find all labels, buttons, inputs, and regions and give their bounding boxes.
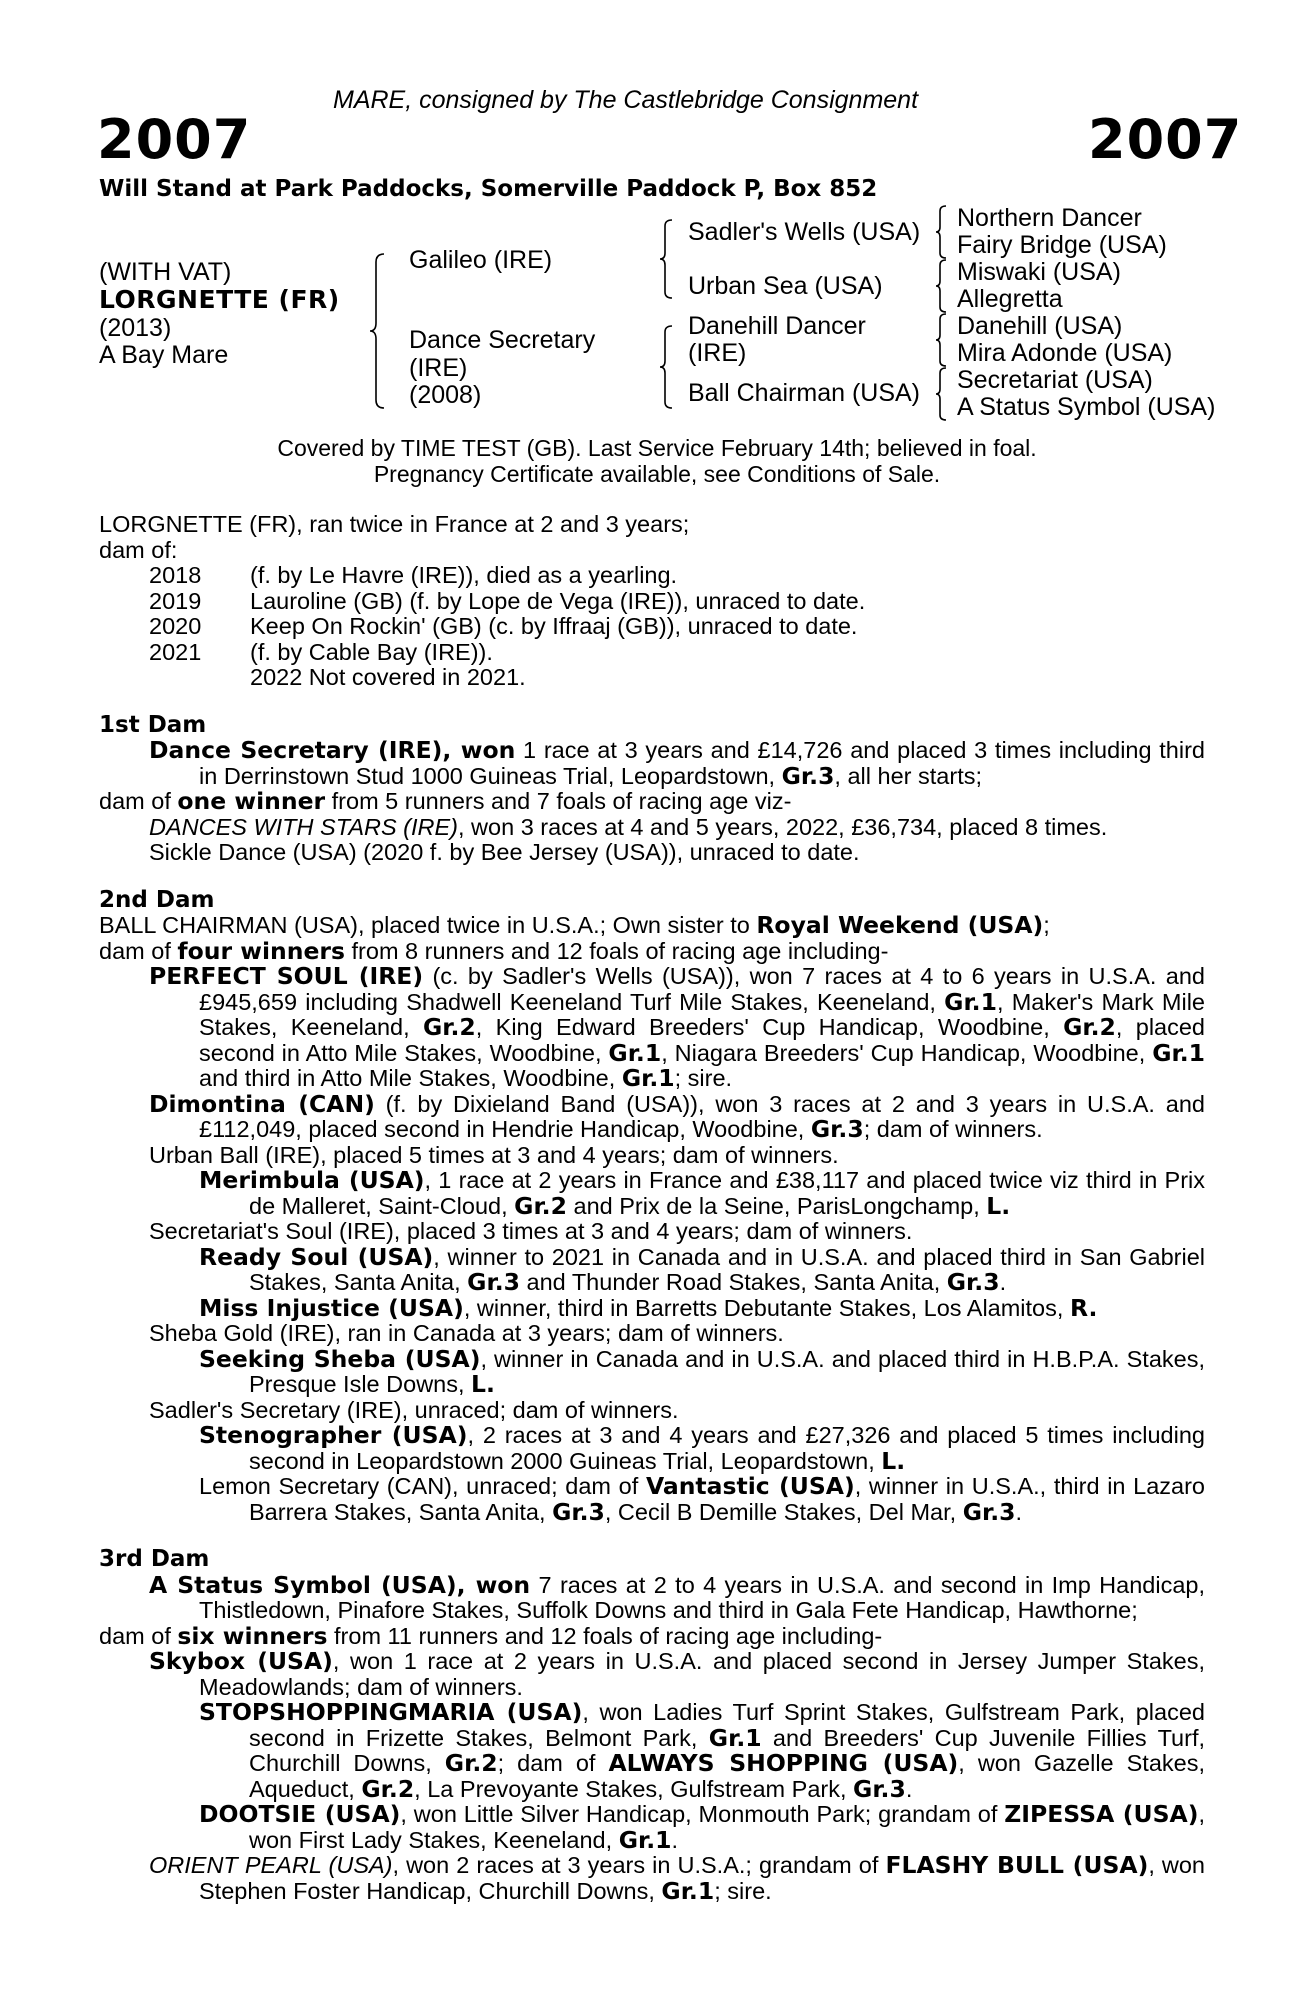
merimbula-entry: Merimbula (USA), 1 race at 2 years in France and £38,117 and placed twice viz third in Prix de Malleret, Saint-Cloud, Gr.2 and Prix de la Seine, ParisLongchamp, L. [199, 1166, 1205, 1220]
skybox-entry: Skybox (USA), won 1 race at 2 years in U.S.A. and placed second in Jersey Jumper Stakes, Meadowlands; dam of winners. [149, 1647, 1205, 1700]
dam-year: (2008) [409, 381, 482, 409]
produce-row [99, 640, 1205, 666]
horse-description: A Bay Mare [99, 341, 229, 369]
second-dam-heading: 2nd Dam [99, 886, 215, 913]
first-dam-dam-of: dam of one winner from 5 runners and 7 foals of racing age viz- [99, 787, 792, 815]
produce-year: 2020 [149, 613, 202, 639]
seeking-sheba-entry: Seeking Sheba (USA), winner in Canada and in U.S.A. and placed third in H.B.P.A. Stakes, Presque Isle Downs, L. [199, 1344, 1205, 1398]
pedigree-brace [368, 252, 390, 410]
sire-name: Galileo (IRE) [409, 246, 553, 274]
stand-location: Will Stand at Park Paddocks, Somerville Paddock P, Box 852 [99, 176, 878, 202]
third-dam-record: A Status Symbol (USA), won 7 races at 2 to 4 years in U.S.A. and second in Imp Handicap, Thistledown, Pinafore Stakes, Suffolk Downs and third in Gala Fete Handicap, Hawthorne; [149, 1570, 1206, 1623]
miss-injustice-entry: Miss Injustice (USA), winner, third in Barretts Debutante Stakes, Los Alamitos, R. [199, 1293, 1098, 1322]
secretariats-soul-entry: Secretariat's Soul (IRE), placed 3 times at 3 and 4 years; dam of winners. [149, 1218, 913, 1244]
horse-name: LORGNETTE (FR) [99, 285, 340, 314]
brace-dd [934, 366, 950, 422]
sire-dam: Urban Sea (USA) [688, 272, 883, 300]
third-dam-dam-of: dam of six winners from 11 runners and 12 foals of racing age including- [99, 1621, 883, 1650]
produce-text: (f. by Le Havre (IRE)), died as a yearling. [250, 562, 678, 588]
cover-note-line1: Covered by TIME TEST (GB). Last Service February 14th; believed in foal. [277, 435, 1037, 461]
dam-dam-dam: A Status Symbol (USA) [957, 393, 1216, 421]
sire-sire-sire: Northern Dancer [957, 204, 1142, 232]
produce-year: 2019 [149, 587, 202, 614]
first-dam-produce: Sickle Dance (USA) (2020 f. by Bee Jersey (USA)), unraced to date. [149, 839, 860, 865]
produce-text: Lauroline (GB) (f. by Lope de Vega (IRE)), unraced to date. [250, 587, 866, 614]
sire-sire-dam: Fairy Bridge (USA) [957, 231, 1167, 259]
produce-year: 2021 [149, 638, 202, 665]
orient-pearl-entry: ORIENT PEARL (USA), won 2 races at 3 years in U.S.A.; grandam of FLASHY BULL (USA), won Stephen Foster Handicap, Churchill Downs, Gr.1; sire. [149, 1851, 1206, 1905]
produce-text: Keep On Rockin' (GB) (c. by Iffraaj (GB)), unraced to date. [250, 613, 858, 639]
dam-brace [658, 324, 676, 410]
dam-of-label: dam of: [99, 536, 178, 563]
ready-soul-entry: Ready Soul (USA), winner to 2021 in Canada and in U.S.A. and placed third in San Gabriel Stakes, Santa Anita, Gr.3 and Thunder Road Stakes, Santa Anita, Gr.3. [199, 1242, 1205, 1296]
brace-ss [934, 204, 950, 260]
dimontina-entry: Dimontina (CAN) (f. by Dixieland Band (USA)), won 3 races at 2 and 3 years in U.S.A. and £112,049, placed second in Hendrie Handicap, Woodbine, Gr.3; dam of winners. [149, 1089, 1205, 1143]
first-dam-produce: DANCES WITH STARS (IRE), won 3 races at 4 and 5 years, 2022, £36,734, placed 8 times. [149, 813, 1108, 840]
sadlers-secretary-entry: Sadler's Secretary (IRE), unraced; dam of winners. [149, 1396, 679, 1423]
dam-sire-dam: Mira Adonde (USA) [957, 339, 1173, 367]
catalogue-body [99, 512, 1205, 1904]
second-dam-intro: BALL CHAIRMAN (USA), placed twice in U.S.A.; Own sister to Royal Weekend (USA); [99, 911, 1050, 939]
race-record [99, 512, 1205, 691]
produce-text: (f. by Cable Bay (IRE)). [250, 638, 493, 665]
sheba-gold-entry: Sheba Gold (IRE), ran in Canada at 3 years; dam of winners. [149, 1320, 784, 1346]
produce-row [99, 563, 1205, 589]
vat-label: (WITH VAT) [99, 258, 232, 286]
produce-row [99, 589, 1205, 615]
sire-dam-dam: Allegretta [957, 285, 1063, 313]
first-dam-record: Dance Secretary (IRE), won 1 race at 3 years and £14,726 and placed 3 times including third in Derrinstown Stud 1000 Guineas Trial, Leopardstown, Gr.3, all her starts; [149, 736, 1205, 790]
dam-sire-line2: (IRE) [688, 339, 747, 367]
horse-year: (2013) [99, 314, 172, 342]
brace-ds [934, 312, 950, 368]
cover-note-line2: Pregnancy Certificate available, see Conditions of Sale. [373, 461, 941, 487]
stopshoppingmaria-entry: STOPSHOPPINGMARIA (USA), won Ladies Turf Sprint Stakes, Gulfstream Park, placed second in Frizette Stakes, Belmont Park, Gr.1 and Breeders' Cup Juvenile Fillies Turf, Churchill Downs, Gr.2; dam of ALWAYS SHOPPING (USA), won Gazelle Stakes, Aqueduct, Gr.2, La Prevoyante Stakes, Gulfstream Park, Gr.3. [199, 1698, 1205, 1803]
dam-dam-sire: Secretariat (USA) [957, 366, 1153, 394]
second-dam-dam-of: dam of four winners from 8 runners and 12 foals of racing age including- [99, 936, 889, 965]
brace-sd [934, 258, 950, 314]
sire-dam-sire: Miswaki (USA) [957, 258, 1121, 286]
perfect-soul-entry: PERFECT SOUL (IRE) (c. by Sadler's Wells (USA)), won 7 races at 4 to 6 years in U.S.A. and £945,659 including Shadwell Keeneland Turf Mile Stakes, Keeneland, Gr.1, Maker's Mark Mile Stakes, Keeneland, Gr.2, King Edward Breeders' Cup Handicap, Woodbine, Gr.2, placed second in Atto Mile Stakes, Woodbine, Gr.1, Niagara Breeders' Cup Handicap, Woodbine, Gr.1 and third in Atto Mile Stakes, Woodbine, Gr.1; sire. [149, 962, 1206, 1092]
urban-ball-entry: Urban Ball (IRE), placed 5 times at 3 and 4 years; dam of winners. [149, 1141, 839, 1168]
lemon-secretary-entry: Lemon Secretary (CAN), unraced; dam of Vantastic (USA), winner in U.S.A., third in Lazaro Barrera Stakes, Santa Anita, Gr.3, Cecil B Demille Stakes, Del Mar, Gr.3. [199, 1472, 1206, 1526]
lot-number-right: 2007 [1088, 108, 1243, 171]
third-dam-heading: 3rd Dam [99, 1546, 210, 1572]
produce-row [99, 614, 1205, 640]
lot-number-left: 2007 [97, 108, 252, 171]
first-dam-heading: 1st Dam [99, 711, 207, 738]
sire-brace [658, 218, 676, 300]
dam-name-line1: Dance Secretary [409, 326, 596, 354]
dootsie-entry: DOOTSIE (USA), won Little Silver Handicap, Monmouth Park; grandam of ZIPESSA (USA), won First Lady Stakes, Keeneland, Gr.1. [199, 1800, 1205, 1854]
sire-sire: Sadler's Wells (USA) [688, 218, 921, 246]
dam-sire-line1: Danehill Dancer [688, 312, 866, 340]
produce-row [99, 665, 1205, 691]
race-record-line: LORGNETTE (FR), ran twice in France at 2 and 3 years; [99, 511, 690, 537]
stenographer-entry: Stenographer (USA), 2 races at 3 and 4 years and £27,326 and placed 5 times including second in Leopardstown 2000 Guineas Trial, Leopardstown, L. [199, 1421, 1205, 1475]
produce-year: 2018 [149, 562, 202, 588]
dam-name-line2: (IRE) [409, 354, 468, 382]
produce-note: 2022 Not covered in 2021. [250, 664, 526, 690]
dam-dam: Ball Chairman (USA) [688, 379, 921, 407]
consignment-line: MARE, consigned by The Castlebridge Consignment [333, 86, 919, 114]
dam-sire-sire: Danehill (USA) [957, 312, 1123, 340]
